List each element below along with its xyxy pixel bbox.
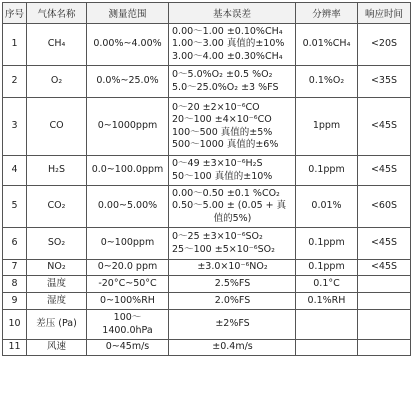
- cell-no: 3: [3, 98, 27, 156]
- error-line: 0～25 ±3×10⁻⁶SO₂: [172, 231, 263, 242]
- cell-error: [169, 156, 296, 186]
- cell-range: 100～ 1400.0hPa: [87, 310, 169, 340]
- cell-response: <20S: [358, 24, 411, 66]
- error-line: 20～100 ±4×10⁻⁶CO: [172, 114, 272, 125]
- cell-resolution: 0.1ppm: [296, 260, 358, 276]
- error-line: 0.00～1.00 ±0.10%CH₄: [172, 25, 283, 37]
- cell-no: 10: [3, 310, 27, 340]
- table-row: [3, 260, 411, 276]
- cell-response: [358, 340, 411, 356]
- cell-gas: 差压 (Pa): [27, 310, 87, 340]
- error-line: ±0.4m/s: [212, 341, 253, 353]
- cell-error: [169, 228, 296, 260]
- error-line: 1.00～3.00 真值的±10%: [172, 38, 285, 50]
- cell-resolution: 0.1%RH: [296, 293, 358, 310]
- error-line: 值的5%): [213, 212, 252, 224]
- cell-no: 4: [3, 156, 27, 186]
- header-range: 测量范围: [87, 3, 169, 24]
- cell-gas: CO: [27, 98, 87, 156]
- cell-gas: 温度: [27, 276, 87, 293]
- cell-error: [169, 260, 296, 276]
- header-resolution: 分辨率: [296, 3, 358, 24]
- header-error: 基本误差: [169, 3, 296, 24]
- cell-error: [169, 310, 296, 340]
- cell-error: [169, 293, 296, 310]
- cell-gas: NO₂: [27, 260, 87, 276]
- error-line: 0.00～0.50 ±0.1 %CO₂: [172, 187, 280, 199]
- error-line: 50～100 真值的±10%: [172, 170, 273, 182]
- cell-response: <35S: [358, 66, 411, 98]
- cell-error: [169, 98, 296, 156]
- error-line: 100～500 真值的±5%: [172, 126, 273, 138]
- cell-range: 0~45m/s: [87, 340, 169, 356]
- table-row: [3, 293, 411, 310]
- table-row: [3, 228, 411, 260]
- cell-response: <60S: [358, 186, 411, 228]
- table-row: [3, 186, 411, 228]
- cell-gas: CO₂: [27, 186, 87, 228]
- cell-gas: 风速: [27, 340, 87, 356]
- cell-range: 0.00~5.00%: [87, 186, 169, 228]
- cell-gas: H₂S: [27, 156, 87, 186]
- error-line: 25～100 ±5×10⁻⁶SO₂: [172, 243, 275, 255]
- error-line: 0～20 ±2×10⁻⁶CO: [172, 101, 260, 113]
- cell-range: 0~100%RH: [87, 293, 169, 310]
- cell-gas: O₂: [27, 66, 87, 98]
- cell-resolution: 0.1%O₂: [296, 66, 358, 98]
- cell-no: 1: [3, 24, 27, 66]
- table-row: [3, 310, 411, 340]
- table-row: [3, 156, 411, 186]
- cell-response: [358, 310, 411, 340]
- error-line: 0～49 ±3×10⁻⁶H₂S: [172, 158, 263, 169]
- sensor-spec-table: [2, 2, 411, 356]
- cell-response: <45S: [358, 260, 411, 276]
- cell-response: <45S: [358, 98, 411, 156]
- error-line: ±3.0×10⁻⁶NO₂: [197, 261, 268, 273]
- cell-no: 8: [3, 276, 27, 293]
- error-line: 2.5%FS: [214, 277, 251, 289]
- cell-response: <45S: [358, 156, 411, 186]
- header-gas: 气体名称: [27, 3, 87, 24]
- cell-gas: SO₂: [27, 228, 87, 260]
- cell-error: [169, 186, 296, 228]
- cell-no: 9: [3, 293, 27, 310]
- cell-no: 5: [3, 186, 27, 228]
- cell-resolution: 0.01%CH₄: [296, 24, 358, 66]
- table-row: [3, 276, 411, 293]
- cell-gas: 湿度: [27, 293, 87, 310]
- error-line: 0～5.0%O₂ ±0.5 %O₂: [172, 69, 273, 80]
- cell-resolution: 1ppm: [296, 98, 358, 156]
- cell-error: [169, 24, 296, 66]
- cell-error: [169, 276, 296, 293]
- cell-response: [358, 293, 411, 310]
- error-line: 0.50～5.00 ± (0.05 + 真: [172, 200, 287, 212]
- cell-response: [358, 276, 411, 293]
- cell-range: -20°C~50°C: [87, 276, 169, 293]
- cell-response: <45S: [358, 228, 411, 260]
- cell-no: 2: [3, 66, 27, 98]
- cell-error: [169, 340, 296, 356]
- cell-error: [169, 66, 296, 98]
- error-line: 3.00～4.00 ±0.30%CH₄: [172, 50, 283, 62]
- cell-range: 0~1000ppm: [87, 98, 169, 156]
- error-line: 500～1000 真值的±6%: [172, 139, 279, 150]
- error-line: 2.0%FS: [214, 294, 251, 306]
- cell-range: 0~20.0 ppm: [87, 260, 169, 276]
- error-line: ±2%FS: [215, 318, 250, 330]
- cell-resolution: 0.1ppm: [296, 156, 358, 186]
- cell-no: 6: [3, 228, 27, 260]
- header-row: [3, 3, 411, 24]
- cell-resolution: [296, 310, 358, 340]
- cell-range: 0~100ppm: [87, 228, 169, 260]
- cell-range: 0.00%~4.00%: [87, 24, 169, 66]
- header-no: 序号: [3, 3, 27, 24]
- cell-resolution: 0.1ppm: [296, 228, 358, 260]
- table-row: [3, 66, 411, 98]
- cell-resolution: 0.01%: [296, 186, 358, 228]
- cell-range: 0.0%~25.0%: [87, 66, 169, 98]
- table-row: [3, 98, 411, 156]
- cell-no: 11: [3, 340, 27, 356]
- header-response: 响应时间: [358, 3, 411, 24]
- cell-resolution: [296, 340, 358, 356]
- cell-resolution: 0.1°C: [296, 276, 358, 293]
- table-row: [3, 340, 411, 356]
- cell-range: 0.0~100.0ppm: [87, 156, 169, 186]
- cell-no: 7: [3, 260, 27, 276]
- table-row: [3, 24, 411, 66]
- cell-gas: CH₄: [27, 24, 87, 66]
- error-line: 5.0～25.0%O₂ ±3 %FS: [172, 81, 279, 93]
